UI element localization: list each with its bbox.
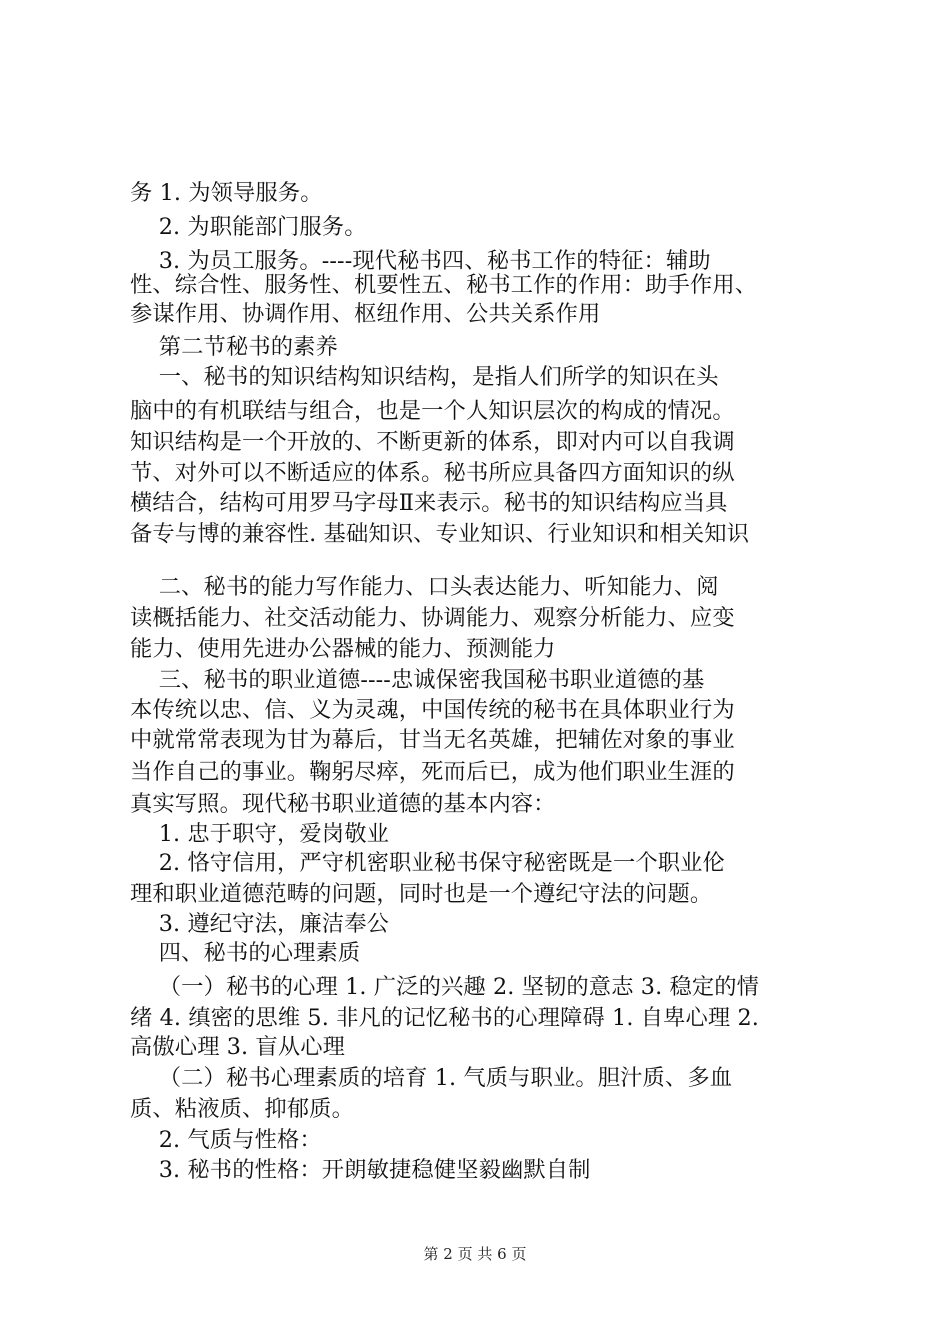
text-line: 3. 遵纪守法，廉洁奉公 [130, 911, 389, 937]
page-footer: 第 2 页 共 6 页 [423, 1245, 527, 1263]
text-line: 参谋作用、协调作用、枢纽作用、公共关系作用 [130, 301, 601, 327]
text-line: 本传统以忠、信、义为灵魂，中国传统的秘书在具体职业行为 [130, 697, 735, 723]
text-line: 读概括能力、社交活动能力、协调能力、观察分析能力、应变 [130, 605, 735, 631]
text-line: 高傲心理 3. 盲从心理 [130, 1034, 346, 1060]
text-line: 质、粘液质、抑郁质。 [130, 1096, 354, 1122]
text-line: 三、秘书的职业道德----忠诚保密我国秘书职业道德的基 [130, 667, 705, 693]
text-line: 横结合，结构可用罗马字母Ⅱ来表示。秘书的知识结构应当具 [130, 490, 728, 516]
text-line: （二）秘书心理素质的培育 1. 气质与职业。胆汁质、多血 [130, 1065, 733, 1091]
text-line: 2. 气质与性格： [130, 1127, 322, 1153]
text-line: 当作自己的事业。鞠躬尽瘁，死而后已，成为他们职业生涯的 [130, 759, 735, 785]
text-line: 1. 忠于职守，爱岗敬业 [130, 821, 389, 847]
text-line: 2. 为职能部门服务。 [130, 214, 367, 240]
text-line: 3. 秘书的性格：开朗敏捷稳健坚毅幽默自制 [130, 1157, 591, 1183]
text-line: 二、秘书的能力写作能力、口头表达能力、听知能力、阅 [130, 574, 719, 600]
text-line: 备专与博的兼容性. 基础知识、专业知识、行业知识和相关知识 [130, 521, 750, 547]
text-line: 四、秘书的心理素质 [130, 940, 361, 966]
text-line: （一）秘书的心理 1. 广泛的兴趣 2. 坚韧的意志 3. 稳定的情 [130, 974, 760, 1000]
text-line: 性、综合性、服务性、机要性五、秘书工作的作用：助手作用、 [130, 272, 758, 298]
text-line: 真实写照。现代秘书职业道德的基本内容： [130, 791, 556, 817]
text-line: 绪 4. 缜密的思维 5. 非凡的记忆秘书的心理障碍 1. 自卑心理 2. [130, 1005, 759, 1031]
text-line: 3. 为员工服务。----现代秘书四、秘书工作的特征：辅助 [130, 248, 711, 274]
text-line: 中就常常表现为甘为幕后，甘当无名英雄，把辅佐对象的事业 [130, 727, 735, 753]
text-line: 节、对外可以不断适应的体系。秘书所应具备四方面知识的纵 [130, 460, 735, 486]
section-heading: 第二节秘书的素养 [130, 334, 338, 360]
text-line: 2. 恪守信用，严守机密职业秘书保守秘密既是一个职业伦 [130, 850, 725, 876]
text-line: 脑中的有机联结与组合，也是一个人知识层次的构成的情况。 [130, 398, 735, 424]
text-line: 务 1. 为领导服务。 [130, 180, 323, 206]
text-line: 知识结构是一个开放的、不断更新的体系，即对内可以自我调 [130, 429, 735, 455]
text-line: 能力、使用先进办公器械的能力、预测能力 [130, 636, 556, 662]
text-line: 一、秘书的知识结构知识结构，是指人们所学的知识在头 [130, 364, 719, 390]
text-line: 理和职业道德范畴的问题，同时也是一个遵纪守法的问题。 [130, 881, 713, 907]
